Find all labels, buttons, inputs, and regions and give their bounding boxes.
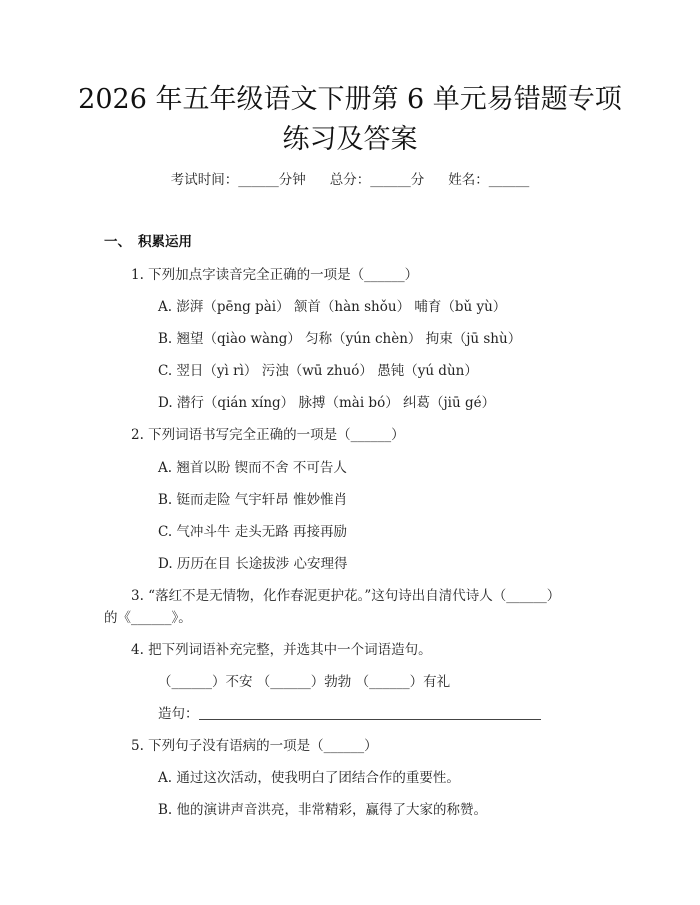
question-1-option-b: B. 翘望（qiào wàng） 匀称（yún chèn） 拘束（jū shù）	[158, 331, 522, 347]
document-title	[60, 80, 640, 160]
question-1-stem: 1. 下列加点字读音完全正确的一项是（______）	[131, 267, 419, 283]
question-2-option-a: A. 翘首以盼 锲而不舍 不可告人	[158, 460, 347, 476]
question-2-option-c: C. 气冲斗牛 走头无路 再接再励	[158, 524, 348, 540]
section-heading	[104, 230, 192, 250]
sentence-answer-line	[199, 705, 541, 720]
student-name: 姓名：______	[448, 172, 530, 188]
total-score: 总分：______分	[329, 172, 425, 188]
exam-info	[0, 168, 700, 188]
section-title: 积累运用	[138, 234, 192, 250]
question-4-sentence	[158, 702, 541, 722]
question-3-line-2: 的《______》。	[104, 610, 192, 626]
question-2-stem: 2. 下列词语书写完全正确的一项是（______）	[131, 427, 405, 443]
section-number: 一、	[104, 234, 131, 250]
question-4-blanks: （______）不安 （______）勃勃 （______）有礼	[158, 674, 451, 690]
question-5-option-a: A. 通过这次活动，使我明白了团结合作的重要性。	[158, 770, 460, 786]
question-5-stem: 5. 下列句子没有语病的一项是（______）	[131, 738, 378, 754]
question-1-option-d: D. 潜行（qián xíng） 脉搏（mài bó） 纠葛（jiū gé）	[158, 395, 496, 411]
question-2-option-d: D. 历历在目 长途拔涉 心安理得	[158, 556, 348, 572]
exam-time: 考试时间：______分钟	[170, 172, 306, 188]
question-1-option-a: A. 澎湃（pēng pài） 颔首（hàn shǒu） 哺育（bǔ yù）	[158, 299, 507, 315]
title-line-2: 练习及答案	[282, 124, 418, 155]
question-1-option-c: C. 翌日（yì rì） 污浊（wū zhuó） 愚钝（yú dùn）	[158, 363, 478, 379]
question-4-stem: 4. 把下列词语补充完整，并选其中一个词语造句。	[131, 642, 432, 658]
title-line-1: 2026 年五年级语文下册第 6 单元易错题专项	[78, 84, 622, 115]
question-5-option-b: B. 他的演讲声音洪亮，非常精彩，赢得了大家的称赞。	[158, 802, 488, 818]
sentence-label: 造句：	[158, 706, 199, 722]
question-3-line-1: 3. “落红不是无情物，化作春泥更护花。”这句诗出自清代诗人（______）	[131, 588, 561, 604]
question-2-option-b: B. 铤而走险 气宇轩昂 惟妙惟肖	[158, 492, 348, 508]
